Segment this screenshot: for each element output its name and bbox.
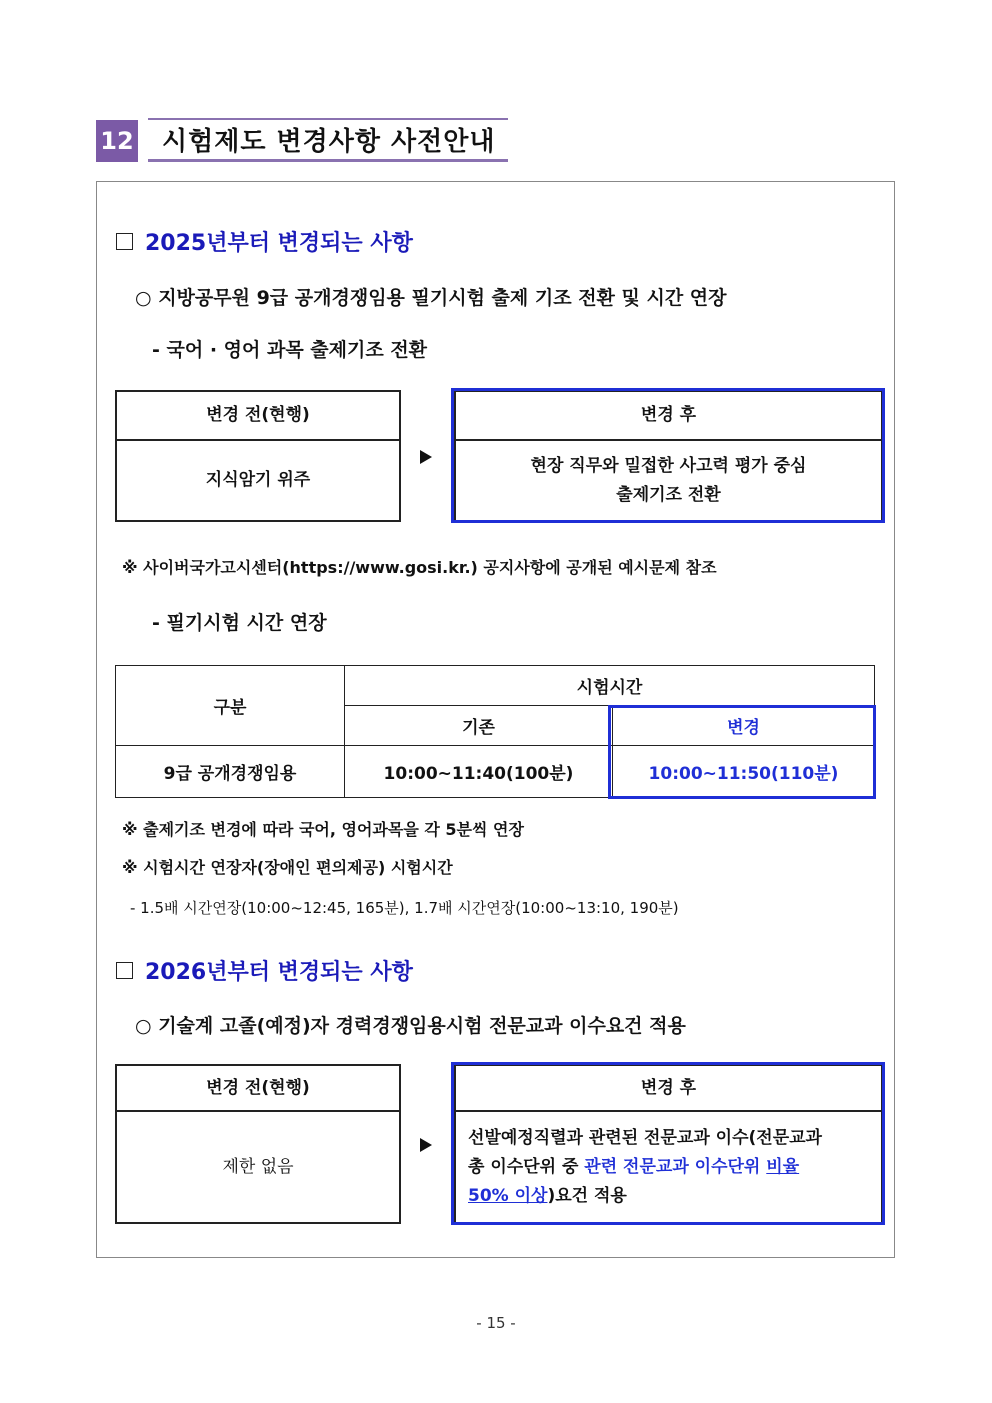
after-header: 변경 후 xyxy=(454,390,883,441)
arrow-right-icon xyxy=(420,1138,432,1152)
section-2026-bullet: ○ 기술계 고졸(예정)자 경력경쟁임용시험 전문교과 이수요건 적용 xyxy=(135,1015,686,1037)
table-row-label: 9급 공개경쟁임용 xyxy=(116,746,345,798)
note-sample-questions: ※ 사이버국가고시센터(https://www.gosi.kr.) 공지사항에 공개된 예시문제 참조 xyxy=(122,558,717,577)
circle-bullet-icon: ○ xyxy=(135,287,159,309)
subheading-subject-change: - 국어 · 영어 과목 출제기조 전환 xyxy=(152,339,428,361)
page-title: 시험제도 변경사항 사전안내 xyxy=(162,127,496,157)
page-heading xyxy=(148,118,508,162)
after-body: 현장 직무와 밀접한 사고력 평가 중심 출제기조 전환 xyxy=(454,439,883,522)
checkbox-square-icon xyxy=(116,233,133,250)
table-cell-existing: 10:00~11:40(100분) xyxy=(345,746,613,798)
circle-bullet-icon: ○ xyxy=(135,1015,159,1037)
section-2026-title: 2026년부터 변경되는 사항 xyxy=(116,955,413,986)
before-header: 변경 전(현행) xyxy=(115,390,401,441)
before-body: 지식암기 위주 xyxy=(115,439,401,522)
before-header-2026: 변경 전(현행) xyxy=(115,1064,401,1112)
after-body-2026: 선발예정직렬과 관련된 전문교과 이수(전문교과 총 이수단위 중 관련 전문교과 이수단위 비율 50% 이상)요건 적용 xyxy=(454,1110,883,1224)
table-header-existing: 기존 xyxy=(345,706,613,746)
arrow-right-icon xyxy=(420,450,432,464)
table-header-category: 구분 xyxy=(116,666,345,746)
section-2025-title: 2025년부터 변경되는 사항 xyxy=(116,226,413,257)
section-number-badge: 12 xyxy=(96,120,138,162)
section-2025-bullet: ○ 지방공무원 9급 공개경쟁임용 필기시험 출제 기조 전환 및 시간 연장 xyxy=(135,287,727,309)
changed-column-highlight xyxy=(608,705,876,799)
note-extension-reason: ※ 출제기조 변경에 따라 국어, 영어과목을 각 5분씩 연장 xyxy=(122,820,524,839)
checkbox-square-icon xyxy=(116,962,133,979)
table-cell-changed: 10:00~11:50(110분) xyxy=(613,746,875,798)
after-header-2026: 변경 후 xyxy=(454,1064,883,1112)
before-body-2026: 제한 없음 xyxy=(115,1110,401,1224)
table-header-changed: 변경 xyxy=(613,706,875,746)
note-extension-detail: - 1.5배 시간연장(10:00~12:45, 165분), 1.7배 시간연장(10:00~13:10, 190분) xyxy=(130,899,679,917)
table-header-time: 시험시간 xyxy=(345,666,875,706)
after-highlight-frame-2026 xyxy=(451,1062,885,1225)
subheading-time-extension: - 필기시험 시간 연장 xyxy=(152,612,327,634)
note-accommodation: ※ 시험시간 연장자(장애인 편의제공) 시험시간 xyxy=(122,858,453,877)
after-highlight-frame xyxy=(451,388,885,523)
page-number: - 15 - xyxy=(476,1314,516,1332)
